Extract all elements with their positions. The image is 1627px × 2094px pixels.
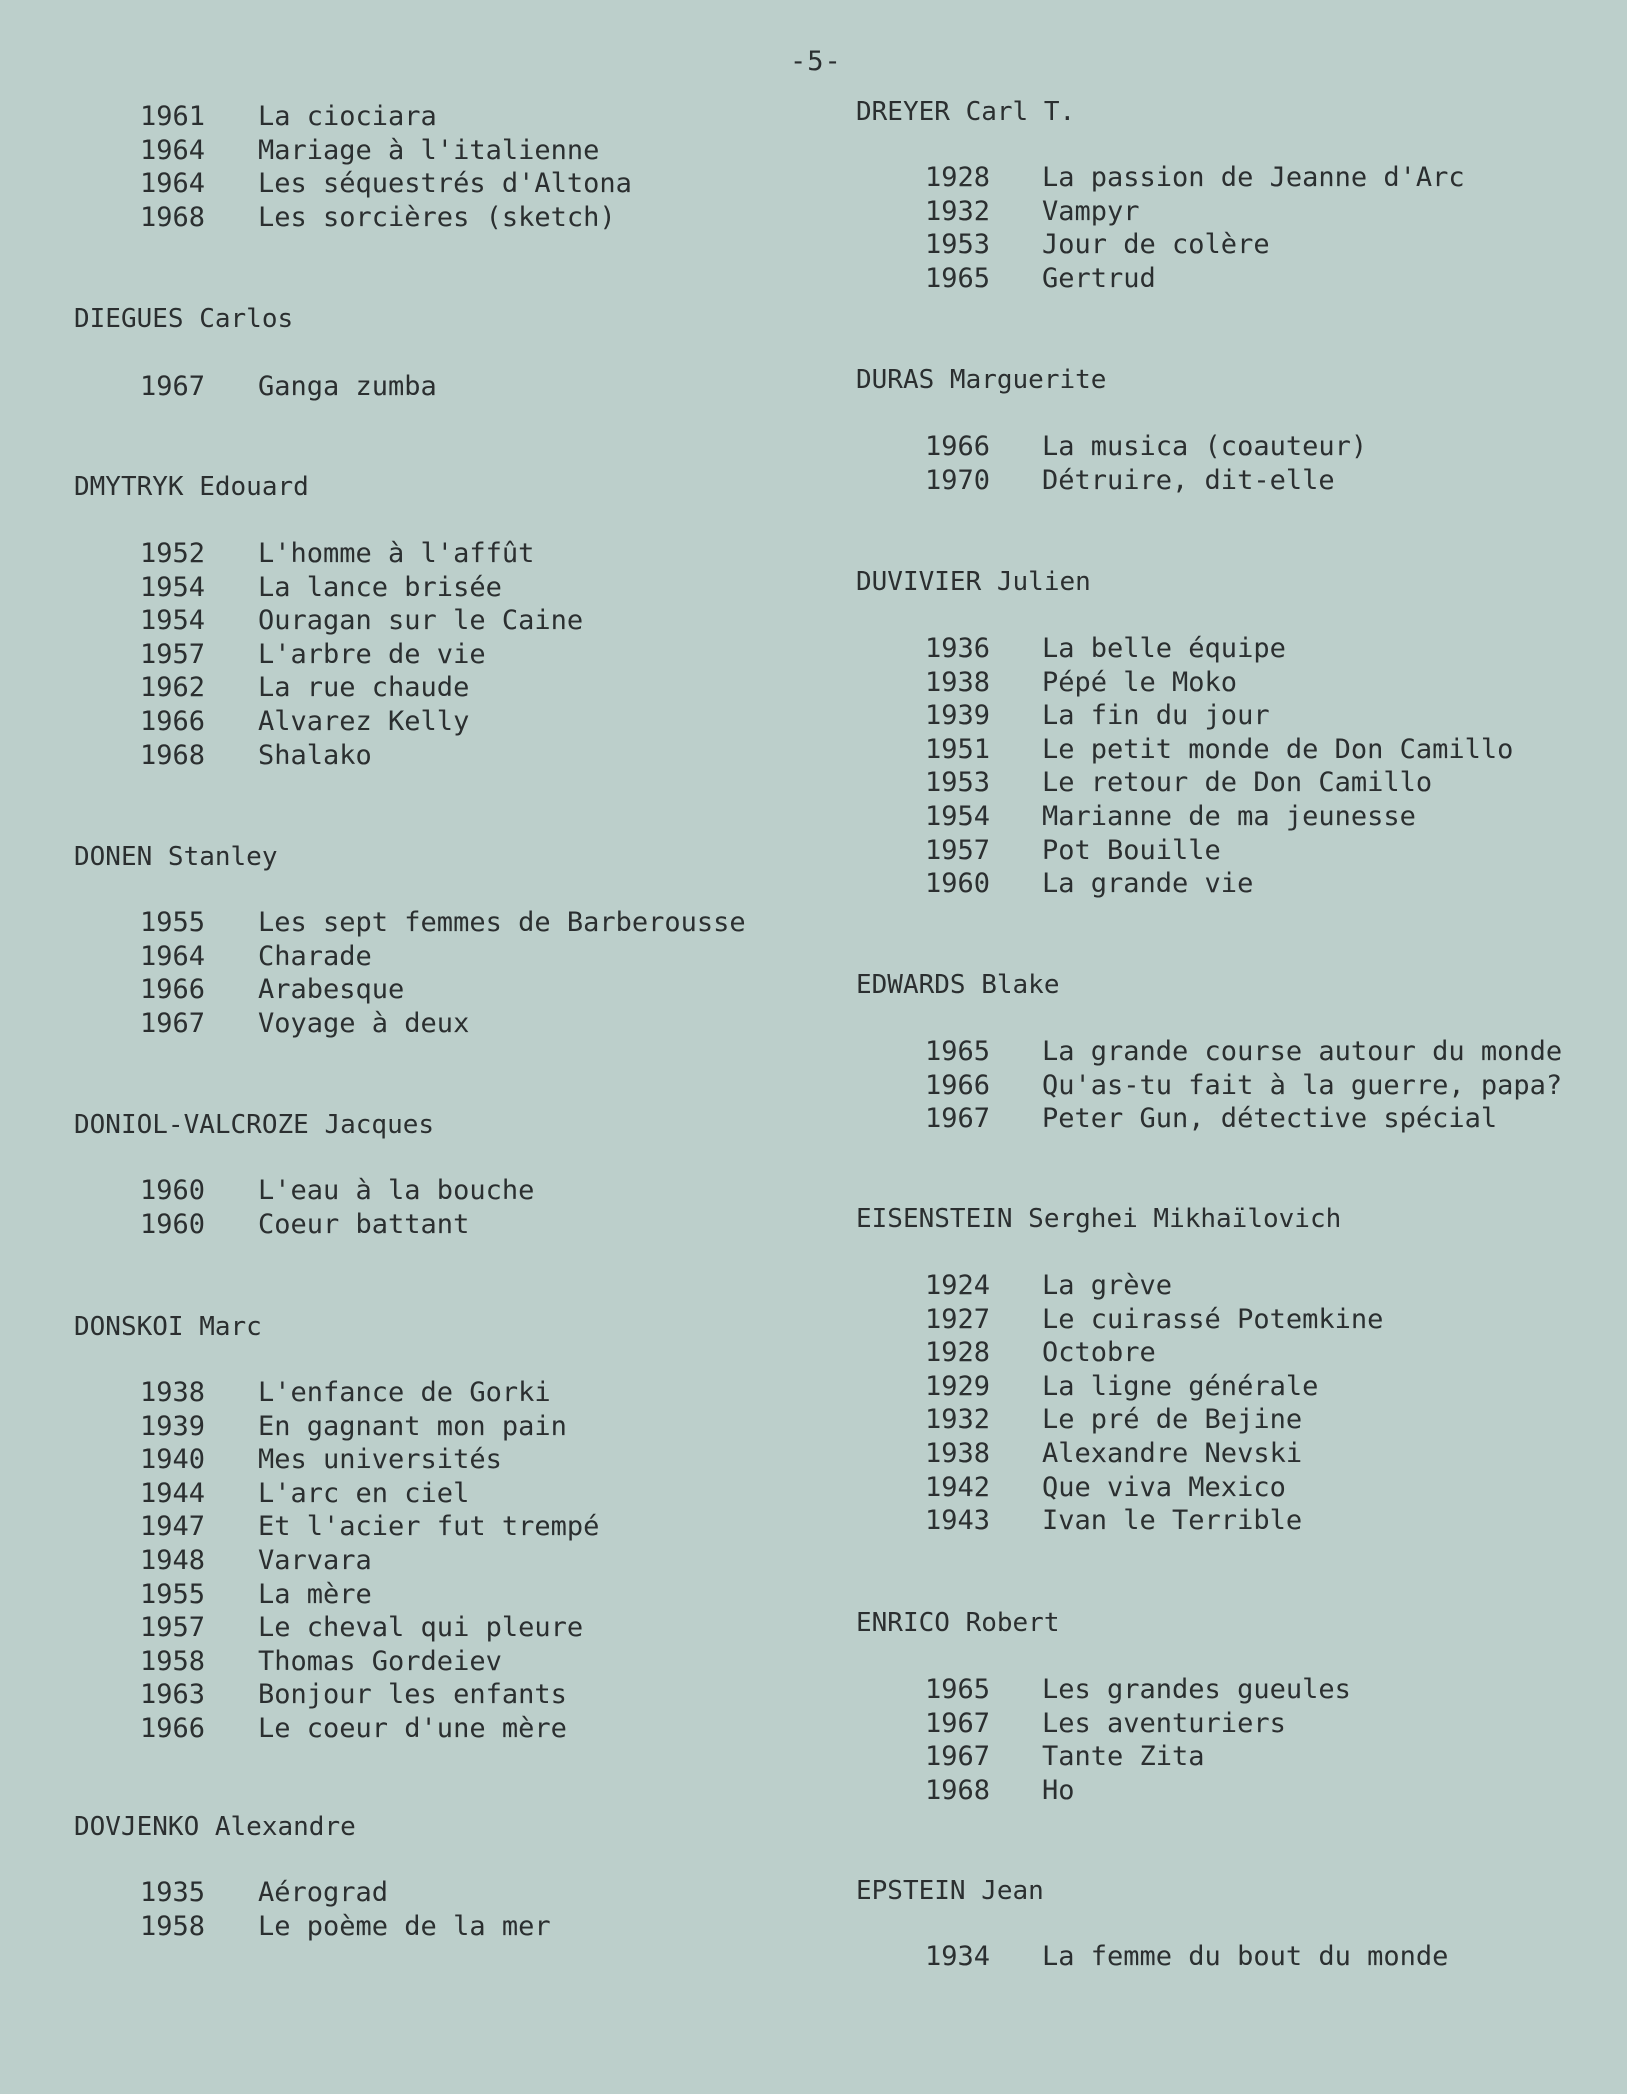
- film-title: Ho: [1042, 1774, 1075, 1806]
- film-year: 1938: [925, 1438, 991, 1469]
- film-year: 1942: [925, 1471, 991, 1503]
- film-title: La belle équipe: [1042, 633, 1286, 664]
- film-year: 1970: [925, 464, 991, 496]
- film-year: 1955: [140, 907, 206, 938]
- film-title: Marianne de ma jeunesse: [1042, 801, 1416, 832]
- director-name: DREYER Carl T.: [856, 97, 1076, 127]
- film-title: Détruire, dit-elle: [1042, 464, 1335, 496]
- film-title: La lance brisée: [258, 571, 502, 603]
- film-year: 1965: [925, 1674, 991, 1705]
- film-title: Voyage à deux: [258, 1007, 470, 1039]
- film-year: 1954: [140, 605, 206, 637]
- film-title: La rue chaude: [258, 672, 470, 704]
- director-name: ENRICO Robert: [856, 1608, 1060, 1638]
- film-year: 1966: [140, 706, 206, 737]
- film-year: 1935: [140, 1877, 206, 1908]
- film-title: Mes universités: [258, 1444, 502, 1476]
- film-title: Qu'as-tu fait à la guerre, papa?: [1042, 1069, 1563, 1101]
- film-year: 1960: [925, 868, 991, 900]
- film-year: 1955: [140, 1578, 206, 1610]
- film-year: 1928: [925, 162, 991, 193]
- film-title: Coeur battant: [258, 1208, 470, 1240]
- film-year: 1953: [925, 229, 991, 261]
- film-title: Tante Zita: [1042, 1741, 1205, 1773]
- director-name: EPSTEIN Jean: [856, 1876, 1044, 1906]
- film-title: Varvara: [258, 1545, 372, 1576]
- film-year: 1968: [140, 201, 206, 233]
- film-title: La ciociara: [258, 101, 437, 132]
- film-title: Le cheval qui pleure: [258, 1612, 584, 1644]
- film-title: Les sorcières (sketch): [258, 201, 616, 233]
- film-year: 1932: [925, 1404, 991, 1436]
- film-title: Les séquestrés d'Altona: [258, 168, 632, 200]
- director-name: DUVIVIER Julien: [856, 567, 1091, 597]
- film-title: Alvarez Kelly: [258, 706, 470, 737]
- film-title: Pot Bouille: [1042, 834, 1221, 866]
- film-year: 1963: [140, 1679, 206, 1711]
- film-year: 1966: [140, 1713, 206, 1744]
- film-year: 1947: [140, 1511, 206, 1543]
- film-title: Arabesque: [258, 974, 405, 1006]
- film-title: L'enfance de Gorki: [258, 1377, 551, 1408]
- film-year: 1962: [140, 672, 206, 704]
- film-year: 1968: [925, 1774, 991, 1806]
- film-title: Thomas Gordeiev: [258, 1645, 502, 1677]
- film-title: L'arbre de vie: [258, 638, 486, 670]
- film-title: Le petit monde de Don Camillo: [1042, 733, 1514, 765]
- film-title: Le cuirassé Potemkine: [1042, 1303, 1384, 1335]
- director-name: DONEN Stanley: [74, 842, 278, 872]
- film-title: L'homme à l'affût: [258, 538, 535, 569]
- page-number: -5-: [790, 46, 842, 77]
- film-title: Le poème de la mer: [258, 1910, 551, 1942]
- film-title: Gertrud: [1042, 262, 1156, 294]
- film-year: 1939: [140, 1410, 206, 1442]
- director-name: EISENSTEIN Serghei Mikhaïlovich: [856, 1204, 1342, 1234]
- film-year: 1948: [140, 1545, 206, 1576]
- film-title: Bonjour les enfants: [258, 1679, 567, 1711]
- film-year: 1938: [925, 666, 991, 698]
- film-year: 1966: [140, 974, 206, 1006]
- film-title: Shalako: [258, 739, 372, 771]
- film-title: L'arc en ciel: [258, 1477, 470, 1509]
- film-year: 1929: [925, 1370, 991, 1402]
- director-name: DURAS Marguerite: [856, 365, 1107, 395]
- film-year: 1957: [140, 1612, 206, 1644]
- film-year: 1953: [925, 767, 991, 799]
- film-year: 1967: [925, 1741, 991, 1773]
- film-title: Vampyr: [1042, 195, 1140, 227]
- film-title: Ganga zumba: [258, 371, 437, 402]
- director-name: DONIOL-VALCROZE Jacques: [74, 1110, 435, 1140]
- director-name: DMYTRYK Edouard: [74, 472, 309, 502]
- film-year: 1964: [140, 168, 206, 200]
- film-year: 1951: [925, 733, 991, 765]
- film-year: 1940: [140, 1444, 206, 1476]
- film-title: Octobre: [1042, 1337, 1156, 1369]
- film-title: Le retour de Don Camillo: [1042, 767, 1433, 799]
- film-title: Peter Gun, détective spécial: [1042, 1103, 1498, 1135]
- film-year: 1964: [140, 134, 206, 166]
- film-year: 1961: [140, 101, 206, 132]
- film-year: 1957: [925, 834, 991, 866]
- film-title: Charade: [258, 940, 372, 972]
- film-year: 1967: [925, 1707, 991, 1739]
- film-year: 1960: [140, 1175, 206, 1206]
- film-title: La fin du jour: [1042, 700, 1270, 732]
- film-year: 1927: [925, 1303, 991, 1335]
- film-title: Ivan le Terrible: [1042, 1505, 1303, 1537]
- film-title: La grande course autour du monde: [1042, 1036, 1563, 1067]
- film-title: La ligne générale: [1042, 1370, 1319, 1402]
- film-year: 1952: [140, 538, 206, 569]
- film-title: Ouragan sur le Caine: [258, 605, 584, 637]
- film-title: Alexandre Nevski: [1042, 1438, 1303, 1469]
- film-year: 1968: [140, 739, 206, 771]
- film-year: 1967: [140, 1007, 206, 1039]
- film-year: 1939: [925, 700, 991, 732]
- film-year: 1967: [925, 1103, 991, 1135]
- film-title: Le coeur d'une mère: [258, 1713, 567, 1744]
- film-title: En gagnant mon pain: [258, 1410, 567, 1442]
- film-year: 1954: [140, 571, 206, 603]
- film-title: Jour de colère: [1042, 229, 1270, 261]
- film-title: Et l'acier fut trempé: [258, 1511, 600, 1543]
- film-year: 1958: [140, 1645, 206, 1677]
- film-title: La mère: [258, 1578, 372, 1610]
- film-title: Pépé le Moko: [1042, 666, 1238, 698]
- film-title: Le pré de Bejine: [1042, 1404, 1303, 1436]
- film-year: 1943: [925, 1505, 991, 1537]
- director-name: DOVJENKO Alexandre: [74, 1812, 356, 1842]
- director-name: EDWARDS Blake: [856, 970, 1060, 1000]
- film-year: 1928: [925, 1337, 991, 1369]
- director-name: DONSKOI Marc: [74, 1312, 262, 1342]
- film-title: L'eau à la bouche: [258, 1175, 535, 1206]
- film-title: Les aventuriers: [1042, 1707, 1286, 1739]
- film-title: La grève: [1042, 1270, 1173, 1301]
- film-year: 1944: [140, 1477, 206, 1509]
- film-title: La femme du bout du monde: [1042, 1941, 1449, 1972]
- film-year: 1964: [140, 940, 206, 972]
- film-year: 1932: [925, 195, 991, 227]
- film-title: La grande vie: [1042, 868, 1254, 900]
- film-title: La musica (coauteur): [1042, 431, 1368, 462]
- film-year: 1936: [925, 633, 991, 664]
- film-year: 1966: [925, 431, 991, 462]
- director-name: DIEGUES Carlos: [74, 304, 294, 334]
- film-year: 1938: [140, 1377, 206, 1408]
- film-year: 1966: [925, 1069, 991, 1101]
- film-year: 1954: [925, 801, 991, 832]
- film-title: Mariage à l'italienne: [258, 134, 600, 166]
- film-year: 1960: [140, 1208, 206, 1240]
- film-title: Aérograd: [258, 1877, 389, 1908]
- film-year: 1934: [925, 1941, 991, 1972]
- film-year: 1924: [925, 1270, 991, 1301]
- film-year: 1967: [140, 371, 206, 402]
- film-title: Que viva Mexico: [1042, 1471, 1286, 1503]
- film-title: La passion de Jeanne d'Arc: [1042, 162, 1465, 193]
- film-title: Les grandes gueules: [1042, 1674, 1351, 1705]
- film-title: Les sept femmes de Barberousse: [258, 907, 746, 938]
- film-year: 1965: [925, 262, 991, 294]
- film-year: 1965: [925, 1036, 991, 1067]
- film-year: 1957: [140, 638, 206, 670]
- film-year: 1958: [140, 1910, 206, 1942]
